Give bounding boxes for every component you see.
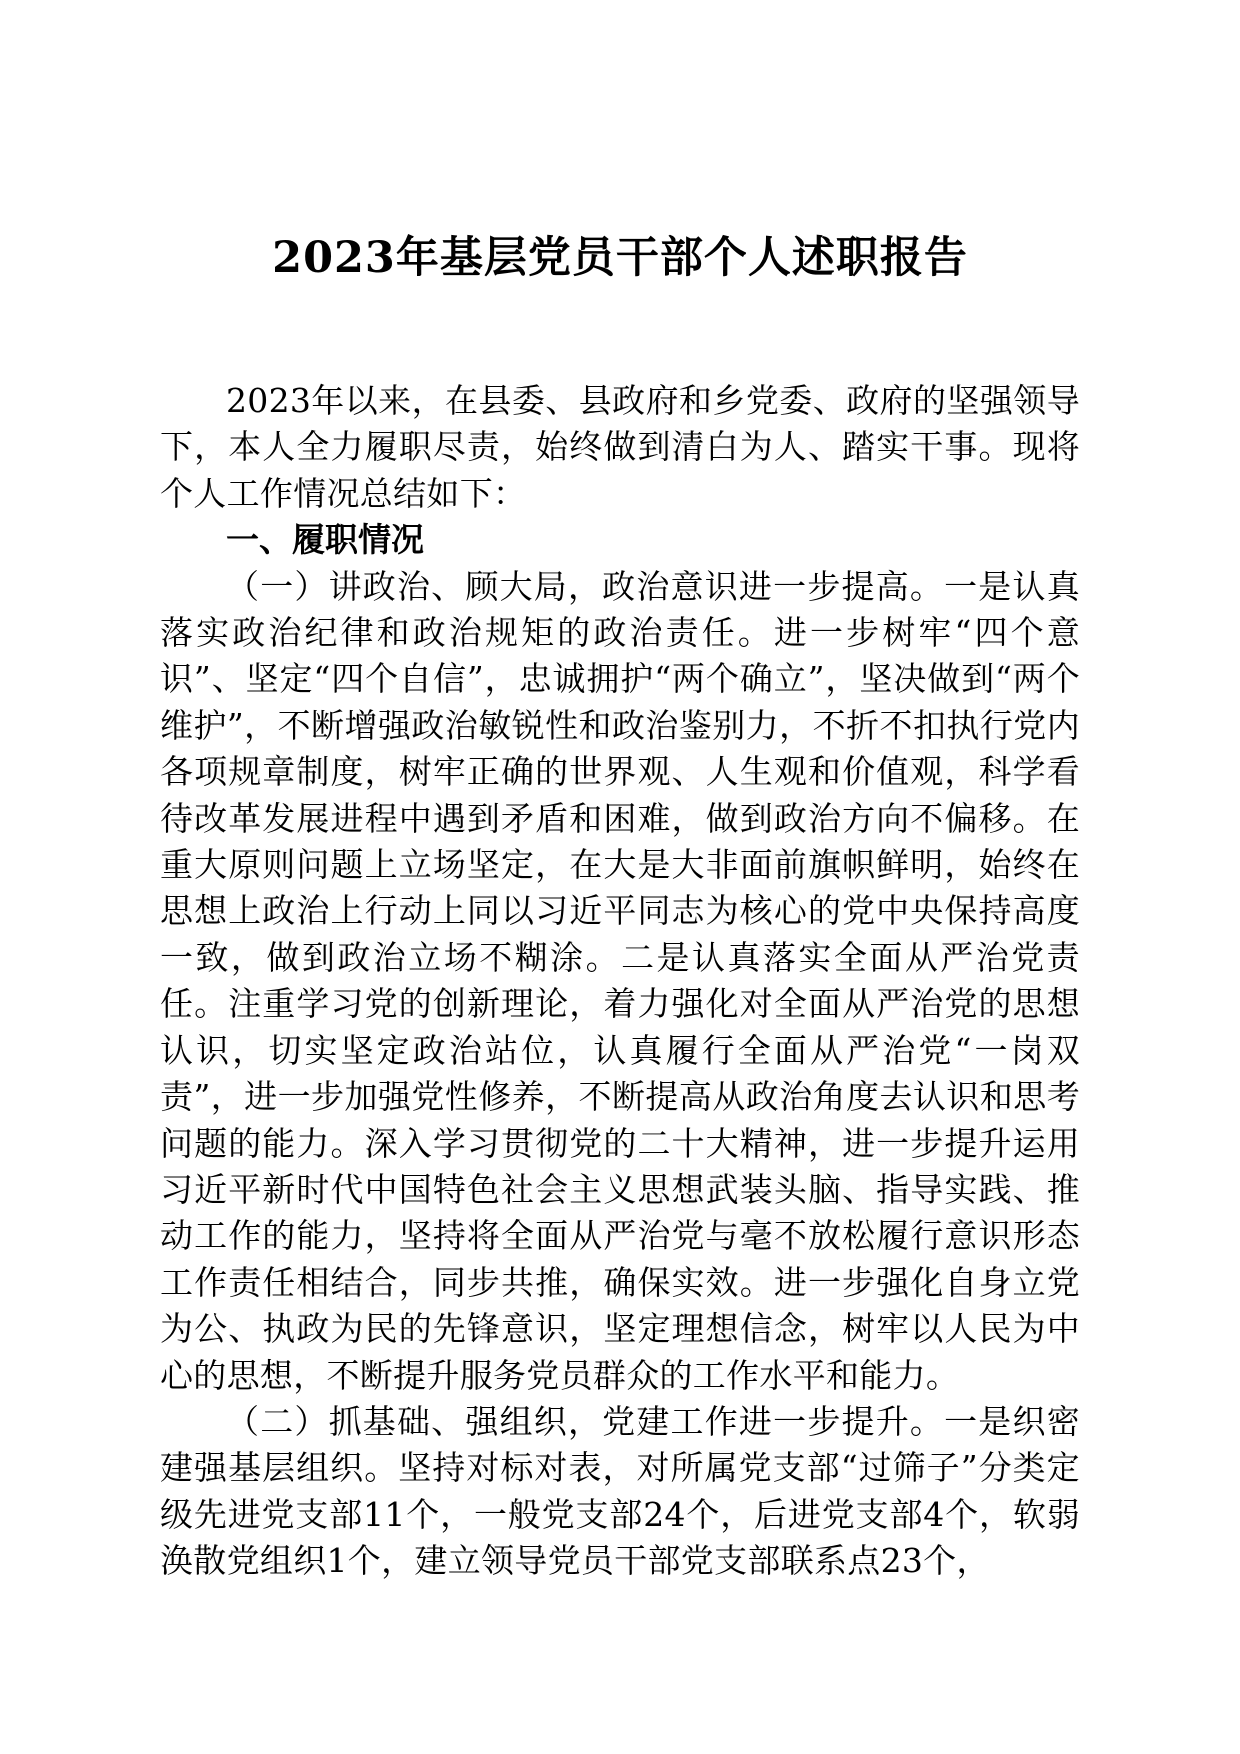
- intro-paragraph: 2023年以来，在县委、县政府和乡党委、政府的坚强领导下，本人全力履职尽责，始终做到清白为人、踏实干事。现将个人工作情况总结如下：: [160, 381, 1080, 513]
- paragraph-party-building: （二）抓基础、强组织，党建工作进一步提升。一是织密建强基层组织。坚持对标对表，对所属党支部“过筛子”分类定级先进党支部11个，一般党支部24个，后进党支部4个，软弱涣散党组织1个，建立领导党员干部党支部联系点23个，: [160, 1401, 1080, 1581]
- document-body: [160, 378, 1080, 1585]
- section-heading-1: 一、履职情况: [226, 520, 424, 560]
- document-title: 2023年基层党员干部个人述职报告: [272, 233, 968, 283]
- paragraph-political-awareness: （一）讲政治、顾大局，政治意识进一步提高。一是认真落实政治纪律和政治规矩的政治责任。进一步树牢“四个意识”、坚定“四个自信”，忠诚拥护“两个确立”，坚决做到“两个维护”，不断增强政治敏锐性和政治鉴别力，不折不扣执行党内各项规章制度，树牢正确的世界观、人生观和价值观，科学看待改革发展进程中遇到矛盾和困难，做到政治方向不偏移。在重大原则问题上立场坚定，在大是大非面前旗帜鲜明，始终在思想上政治上行动上同以习近平同志为核心的党中央保持高度一致，做到政治立场不糊涂。二是认真落实全面从严治党责任。注重学习党的创新理论，着力强化对全面从严治党的思想认识，切实坚定政治站位，认真履行全面从严治党“一岗双责”，进一步加强党性修养，不断提高从政治角度去认识和思考问题的能力。深入学习贯彻党的二十大精神，进一步提升运用习近平新时代中国特色社会主义思想武装头脑、指导实践、推动工作的能力，坚持将全面从严治党与毫不放松履行意识形态工作责任相结合，同步共推，确保实效。进一步强化自身立党为公、执政为民的先锋意识，坚定理想信念，树牢以人民为中心的思想，不断提升服务党员群众的工作水平和能力。: [160, 566, 1080, 1395]
